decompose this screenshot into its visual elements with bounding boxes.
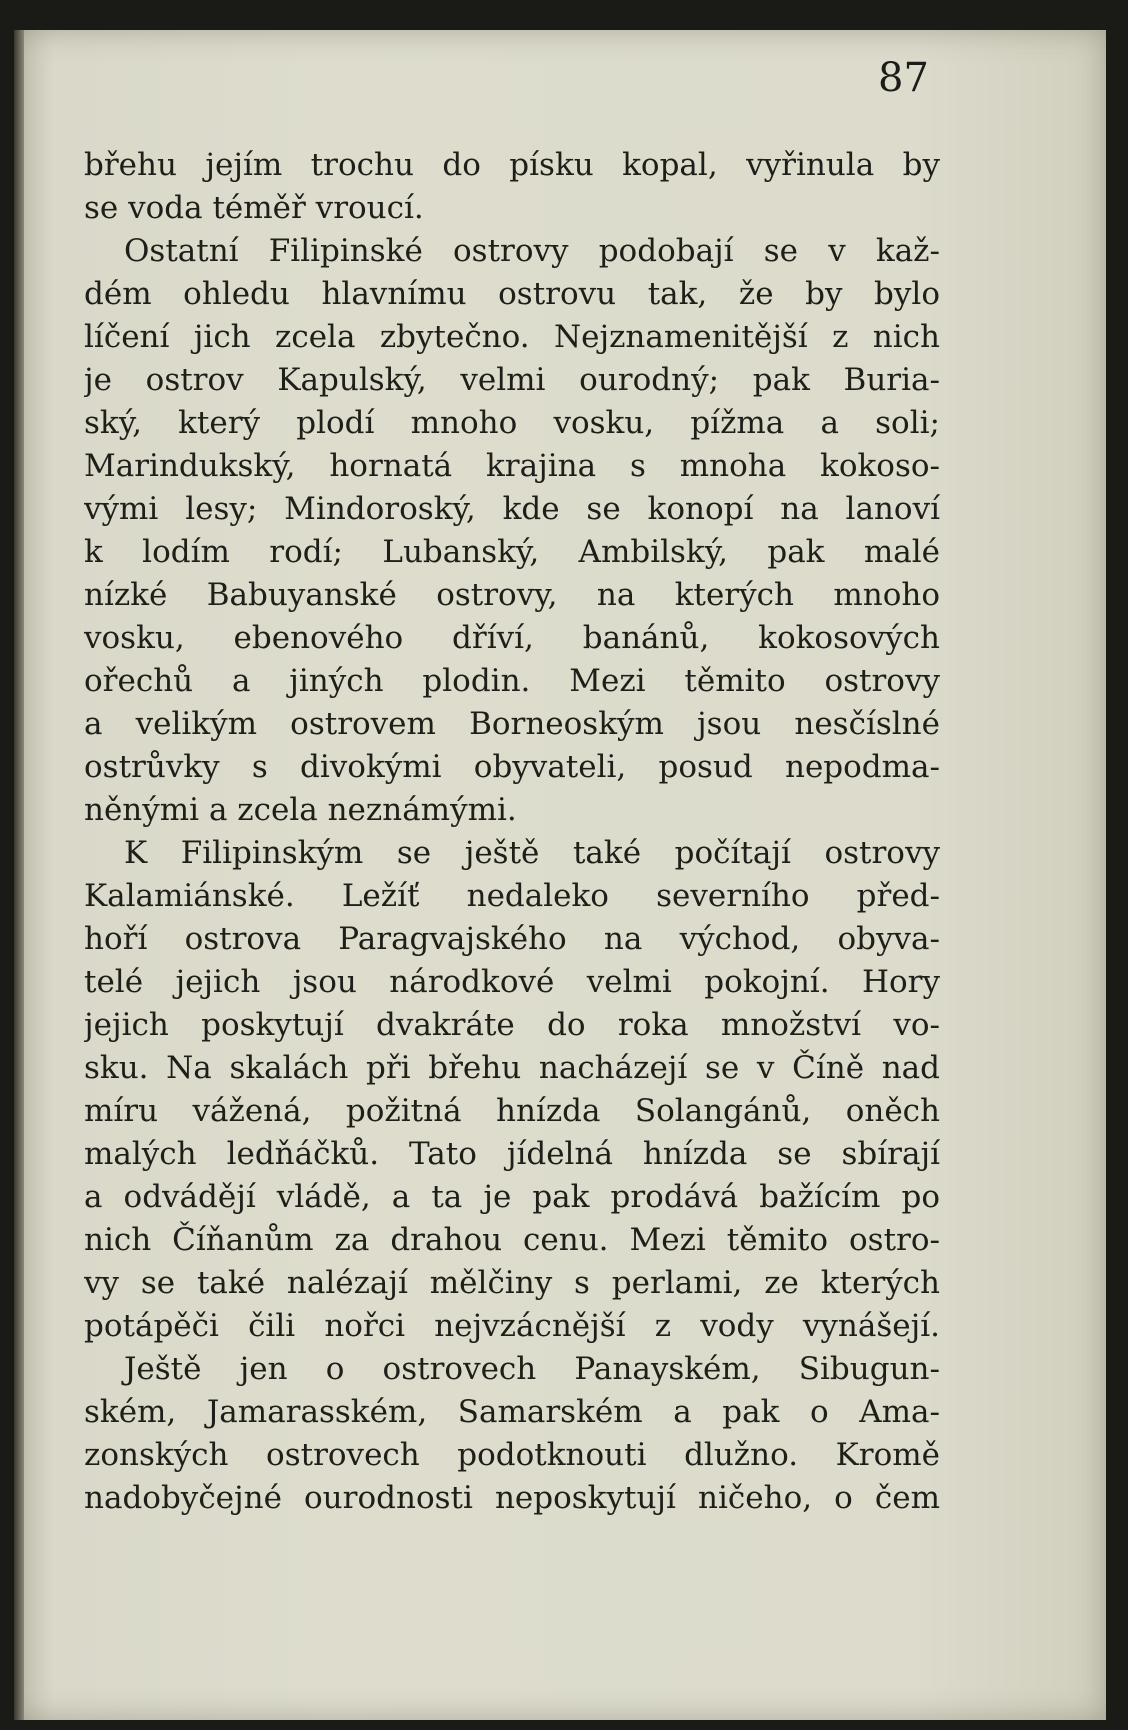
text-line: ořechů a jiných plodin. Mezi těmito ostrovy	[84, 663, 940, 699]
text-line: se voda téměř vroucí.	[84, 190, 424, 226]
text-line: Marindukský, hornatá krajina s mnoha kokoso-	[84, 448, 940, 484]
text-line: ském, Jamarasském, Samarském a pak o Ama-	[84, 1394, 940, 1430]
text-line: dém ohledu hlavnímu ostrovu tak, že by bylo	[84, 276, 940, 312]
page-spine-shadow	[14, 30, 24, 1720]
page-number: 87	[878, 55, 929, 101]
text-line: potápěči čili nořci nejvzácnější z vody vynášejí.	[84, 1308, 940, 1344]
text-line: břehu jejím trochu do písku kopal, vyřinula by	[84, 147, 940, 183]
text-line: k lodím rodí; Lubanský, Ambilský, pak malé	[84, 534, 940, 570]
text-line: zonských ostrovech podotknouti dlužno. Kromě	[84, 1437, 940, 1473]
text-line: nadobyčejné ourodnosti neposkytují ničeho, o čem	[84, 1480, 940, 1516]
text-line: ostrůvky s divokými obyvateli, posud nepodma-	[84, 749, 940, 785]
text-line: a velikým ostrovem Borneoským jsou nesčíslné	[84, 706, 940, 742]
text-line: vosku, ebenového dříví, banánů, kokosových	[84, 620, 940, 656]
text-line: sku. Na skalách při břehu nacházejí se v Číně nad	[84, 1050, 940, 1086]
text-line: hoří ostrova Paragvajského na východ, obyva-	[84, 921, 940, 957]
text-line: Ještě jen o ostrovech Panayském, Sibugun-	[124, 1351, 940, 1387]
text-line: a odvádějí vládě, a ta je pak prodává bažícím po	[84, 1179, 940, 1215]
text-line: telé jejich jsou národkové velmi pokojní. Hory	[84, 964, 940, 1000]
text-line: Ostatní Filipinské ostrovy podobají se v kaž-	[124, 233, 940, 269]
text-line: nízké Babuyanské ostrovy, na kterých mnoho	[84, 577, 940, 613]
text-line: malých ledňáčků. Tato jídelná hnízda se sbírají	[84, 1136, 940, 1172]
text-line: Kalamiánské. Ležíť nedaleko severního před-	[84, 878, 940, 914]
text-line: jejich poskytují dvakráte do roka množství vo-	[84, 1007, 940, 1043]
text-line: míru vážená, požitná hnízda Solangánů, oněch	[84, 1093, 940, 1129]
text-line: nich Číňanům za drahou cenu. Mezi těmito ostro-	[84, 1222, 940, 1258]
text-line: vy se také nalézají mělčiny s perlami, ze kterých	[84, 1265, 940, 1301]
text-line: vými lesy; Mindoroský, kde se konopí na lanoví	[84, 491, 940, 527]
text-line: ský, který plodí mnoho vosku, pížma a soli;	[84, 405, 940, 441]
text-line: něnými a zcela neznámými.	[84, 792, 517, 828]
body-text	[84, 144, 940, 1520]
text-line: líčení jich zcela zbytečno. Nejznamenitější z nich	[84, 319, 940, 355]
text-line: je ostrov Kapulský, velmi ourodný; pak Buria-	[84, 362, 940, 398]
text-line: K Filipinským se ještě také počítají ostrovy	[124, 835, 940, 871]
